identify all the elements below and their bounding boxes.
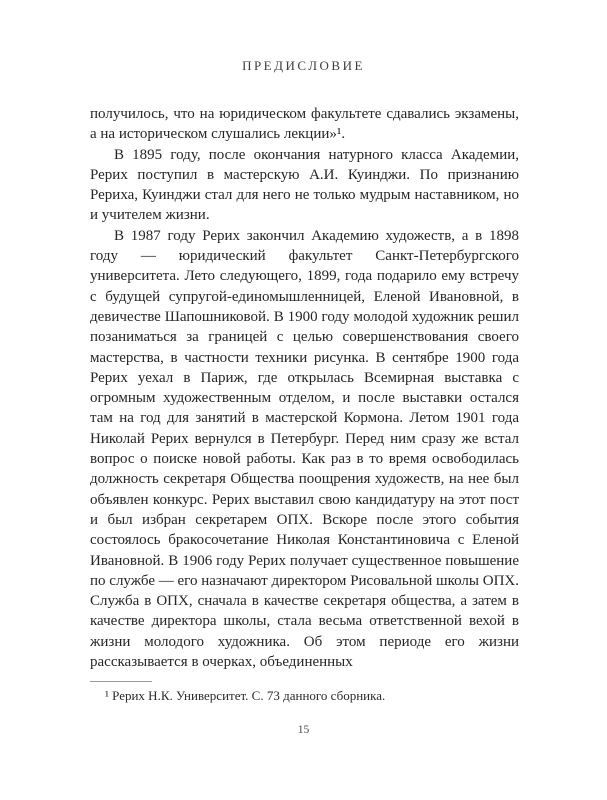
chapter-header: ПРЕДИСЛОВИЕ bbox=[242, 58, 365, 73]
paragraph: В 1987 году Рерих закончил Академию художеств, а в 1898 году — юридический факультет Санкт-Петербургского университета. Лето следующего, 1899, года подарило ему встречу с будущей супругой-единомышленницей, Еленой Ивановной, в девичестве Шапошниковой. В 1900 году молодой художник решил позаниматься за границей с целью совершенствования своего мастерства, в частности техники рисунка. В сентябре 1900 года Рерих уехал в Париж, где открылась Всемирная выставка с огромным художественным отделом, и после выставки остался там на год для занятий в мастерской Кормона. Летом 1901 года Николай Рерих вернулся в Петербург. Перед ним сразу же встал вопрос о поиске новой работы. Как раз в то время освободилась должность секретаря Общества поощрения художеств, на нее был объявлен конкурс. Рерих выставил свою кандидатуру на этот пост и был избран секретарем ОПХ. Вскоре после этого события состоялось бракосочетание Николая Константиновича с Еленой Ивановной. В 1906 году Рерих получает существенное повышение по службе — его назначают директором Рисовальной школы ОПХ. Служба в ОПХ, сначала в качестве секретаря общества, а затем в качестве директора школы, стала весьма ответственной вехой в жизни молодого художника. Об этом периоде его жизни рассказывается в очерках, объединенных bbox=[90, 227, 519, 671]
text-block bbox=[90, 104, 519, 704]
footnote-separator bbox=[90, 681, 152, 682]
paragraph-continuation: получилось, что на юридическом факультете сдавались экзамены, а на историческом слушались лекции»¹. bbox=[90, 106, 519, 143]
footnote: ¹ Рерих Н.К. Университет. С. 73 данного сборника. bbox=[105, 688, 386, 704]
paragraph: В 1895 году, после окончания натурного класса Академии, Рерих поступил в мастерскую А.И. Куинджи. По признанию Рериха, Куинджи стал для него не только мудрым наставником, но и учителем жизни. bbox=[90, 146, 519, 224]
page-number: 15 bbox=[297, 724, 310, 736]
